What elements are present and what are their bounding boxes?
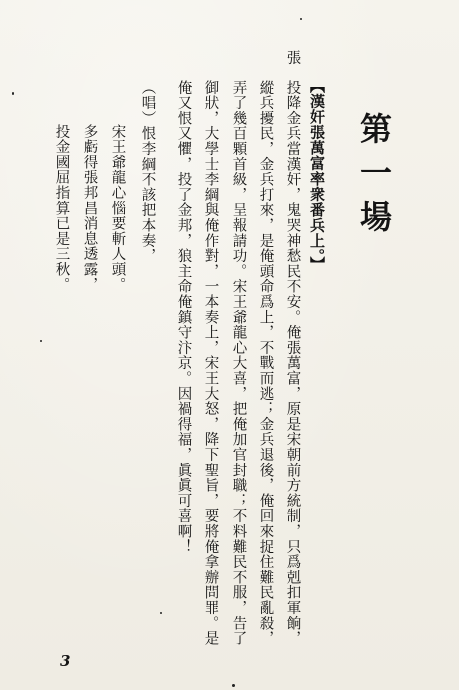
- ink-speck: [160, 612, 162, 614]
- speaker-name: 張: [284, 50, 301, 68]
- ink-speck: [40, 340, 42, 342]
- ink-speck: [12, 92, 14, 95]
- verse-line-2: 宋王爺龍心惱要斬人頭。: [109, 124, 126, 293]
- stage-direction: 【漢奸張萬富率衆番兵上。】: [308, 78, 326, 272]
- dialogue-line-5: 俺又恨又懼，投了金邦，狼主命俺鎮守汴京。因禍得福，眞眞可喜啊！: [175, 80, 192, 555]
- dialogue-line-3: 弄了幾百顆首級，呈報請功。宋王爺龍心大喜，把俺加官封職；不料難民不服，告了: [230, 80, 247, 647]
- verse-line-1: （唱）恨李綱不該把本奏，: [139, 80, 156, 264]
- ink-speck: [300, 18, 302, 20]
- verse-line-3: 多虧得張邦昌消息透露，: [81, 124, 98, 293]
- page-number: 3: [60, 652, 71, 670]
- scene-title: 第一場: [355, 112, 393, 244]
- dialogue-line-1: 投降金兵當漢奸，鬼哭神愁民不安。俺張萬富，原是宋朝前方統制，只爲剋扣軍餉，: [284, 80, 301, 647]
- ink-speck: [232, 684, 235, 687]
- dialogue-line-2: 縱兵擾民，金兵打來，是俺頭命爲上，不戰而逃；金兵退後，俺回來捉住難民亂殺，: [257, 80, 274, 647]
- dialogue-line-4: 御狀，大學士李綱與俺作對，一本奏上，宋王大怒，降下聖旨，要將俺拿辦問罪。是: [202, 80, 219, 647]
- verse-line-4: 投金國屈指算已是三秋。: [53, 124, 70, 293]
